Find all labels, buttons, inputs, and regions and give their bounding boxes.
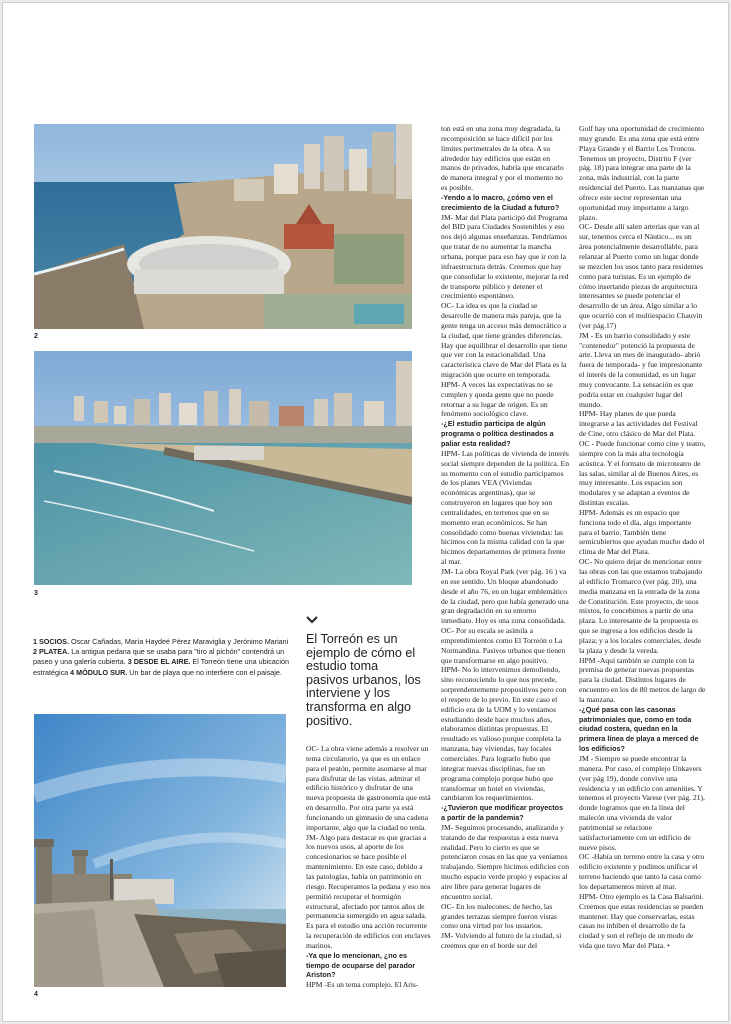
interview-answer: JM- La obra Royal Park (ver pág. 16 ) va en ese sentido. Un bloque abandonado desde el año 76, en un lugar emblemático de la ciudad, pero que había generado una gran degradación en su entorno inmediato. Hoy es una zona consolidada.: [441, 566, 569, 626]
article-column-2: [579, 124, 706, 992]
photo-captions: [33, 637, 289, 678]
interview-answer: JM- Volviendo al futuro de la ciudad, si creemos que en el borde sur del: [441, 931, 562, 951]
interview-question: -Ya que lo mencionan, ¿no es tiempo de ocuparse del parador Ariston?: [306, 950, 416, 980]
interview-answer: JM - Es un barrio consolidado y este "contenedor" potenció la propuesta de arte. Lleva un mes de inaugurado- abrió fuera de temporada- y fue impresionante el interés de la comunidad, es un lugar muy convocante. La sensación es que podría estar en cualquier lugar del mundo.: [579, 330, 703, 409]
caption-text: Un bar de playa que no interfiere con el paisaje.: [127, 667, 282, 677]
interview-answer: OC- Desde allí salen arterias que van al sur, tenemos cerca el Náutico... es un área potencialmente desarrollable, para relanzar al Puerto como un lugar donde se mezclen los usos tanto para residentes como para turistas. Es un ejemplo de cómo insertando piezas de arquitectura interesantes se puede potenciar el desarrollo de un área. Algo similar a lo que ocurrió con el multiespacio Chauvín (ver pág.17): [579, 222, 703, 330]
pull-quote: El Torreón es un ejemplo de cómo el estudio toma pasivos urbanos, los interviene y los transforma en algo positivo.: [306, 632, 421, 728]
photo-4-torreon: [34, 714, 286, 987]
interview-answer: HPM- Las políticas de vivienda de interés social siempre dependen de la política. En su momento con el estudio participamos de los planes VEA (Viviendas económicas argentinas), que se construyeron en lugares que hoy son centralidades, en terrenos que en su momento eran económicos. Se han consolidado como buenas viviendas: las hicimos con la misma calidad con la que hicimos departamentos de primera frente al mar.: [441, 448, 569, 567]
interview-answer: HPM- Hay planes de que pueda integrarse a las actividades del Festival de Cine, otro clásico de Mar del Plata.: [579, 409, 698, 439]
interview-answer: JM- Algo para destacar es que gracias a los nuevos usos, al aporte de los concesionarios se hace posible el mantenimiento. En este caso, debido a las patologías, había un patrimonio en riesgo. Recuperamos la pedana y eso nos permitió recuperar el hormigón estructural, afectado por tantos años de permanencia sumergido en agua salada. Es para el estudio una acción recurrente la recuperación de edificios con enclaves marinos.: [306, 832, 431, 950]
caption-text: La antigua pedana que se usaba para "tiro al pichón" contendrá un paseo y una galería cubierta.: [33, 647, 285, 667]
interview-answer: HPM -Aquí también se cumple con la premisa de generar nuevas propuestas para la ciudad. Distintos lugares de encuentro en los de 80 metros de largo de la manzana.: [579, 655, 706, 704]
interview-answer: OC -Había un terreno entre la casa y otro edificio existente y pudimos unificar el terreno haciendo que tanto la casa como los departamentos miren al mar.: [579, 852, 705, 891]
caption-key: 3 DESDE EL AIRE.: [127, 657, 191, 667]
interview-answer: HPM- Además es un espacio que funciona todo el día, algo importante para el barrio. También tiene semicubiertos que ayudan mucho dado el clima de Mar del Plata.: [579, 507, 705, 557]
caption-key: 4 MÓDULO SUR.: [70, 667, 128, 677]
interview-answer: HPM -Es un tema complejo. El Aris-: [306, 980, 419, 990]
interview-question: -¿Tuvieron que modificar proyectos a partir de la pandemia?: [441, 803, 564, 823]
interview-question: -Yendo a lo macro, ¿cómo ven el crecimiento de la Ciudad a futuro?: [441, 192, 560, 212]
interview-answer: OC- Por su escala se asimila a emprendimientos como El Torreón o La Normandina. Pasivos urbanos que tienen que transformarse en algo positivo.: [441, 626, 566, 665]
torreon-image: [34, 714, 286, 987]
magazine-page: [2, 2, 729, 1022]
beach-aerial-image: [34, 351, 412, 585]
caption-text: El Torreón tiene una ubicación estratégica: [33, 657, 289, 677]
interview-answer: JM - Siempre se puede encontrar la manera. Por caso, el complejo Unkavers (ver pág 19), donde convive una residencia y un edificio con amenities. Y tenemos el proyecto Varese (ver pág. 21), donde logramos que en la línea del malecón una vivienda de valor patrimonial se relacione satisfactoriamente con un edificio de nueve pisos.: [579, 754, 705, 852]
interview-question: -¿El estudio participa de algún programa o política destinados a paliar esta realidad?: [441, 419, 554, 448]
interview-answer: OC - Puede funcionar como cine y teatro, siempre con la más alta tecnología acústica. Y el formato de microteatro de las salas, similar al de Buenos Aires, es muy interesante. Los espacios son modulares y se adaptan a eventos de distintas escalas.: [579, 439, 706, 508]
chevron-down-icon: [306, 615, 318, 625]
article-column-1: [441, 124, 569, 992]
interview-answer: HPM- No lo intervenimos demoliendo, sino reconociendo lo que nos precede, sorprendentemente propositivos pero con el respeto de lo previo. En este caso el edificio era de la UOM y lo veníamos estudiando desde hace muchos años, elaboramos distintas propuestas. El resultado es valioso porque completa la manzana, hay viviendas, hay locales comerciales. Para lograrlo hubo que integrar nuevas disciplinas, fue un programa complejo porque hubo que transformar un hotel en viviendas, cambiaron los requerimientos.: [441, 665, 567, 803]
article-column-3: [306, 744, 431, 992]
coast-aerial-image: [34, 124, 412, 329]
caption-text: Oscar Cañadas, María Haydeé Pérez Maraviglia y Jerónimo Mariani: [68, 637, 289, 646]
caption-key: 1 SOCIOS.: [33, 637, 69, 646]
interview-question: -¿Qué pasa con las casonas patrimoniales que, como en toda ciudad costera, quedan en la primera línea de playa a merced de los edificios?: [579, 704, 699, 754]
interview-answer: OC- No quiero dejar de mencionar entre las obras con las que estamos trabajando al edificio Tromarco (ver pág. 20), una media manzana en la entrada de la zona de Constitución. Este proyecto, de usos mixtos, lo concebimos a partir de una plaza. Lo interesante de la propuesta es que se ingresa a los edificios desde la plaza; y a los locales comerciales, desde la plaza y desde la vereda.: [579, 557, 703, 655]
interview-answer: OC- La obra viene además a resolver un tema circulatorio, ya que es un enlace para el peatón, permite asomarse al mar para disfrutar de las vistas, admirar el edificio histórico y disfrutar de una nueva propuesta de gastronomía que está en desarrollo. Por otra parte ya está funcionando un gimnasio de una cadena importante, algo que la ciudad no tenía.: [306, 744, 431, 832]
interview-answer: OC- En los malecones, de hecho, las grandes terrazas siempre fueron vistas como una virtud por los usuarios.: [441, 901, 557, 931]
photo-3-aerial-coastline: [34, 351, 412, 585]
interview-answer: OC- La idea es que la ciudad se desarrolle de manera más pareja, que la gente tenga un acceso más democrático a la ciudad, que tiene grandes diferencias. Hay que equilibrar el desarrollo que tiene que ver con la estacionalidad. Una característica clave de Mar del Plata es la migración que ocurre en temporada.: [441, 301, 568, 380]
interview-answer: HPM- Otro ejemplo es la Casa Balsarini. Creemos que estas residencias se pueden mantener. Hay que conservarlas, estas casas no inhiben el desarrollo de la ciudad y son el reflejo de un modo de vida que tuvo Mar del Plata. •: [579, 891, 704, 951]
interview-answer: JM- Mar del Plata participó del Programa del BID para Ciudades Sostenibles y eso nos dejó algunas enseñanzas. Tendríamos que tratar de no aumentar la mancha urbana, porque para eso hay que ir con la infraestructura detrás. Creemos que hay que consolidar lo existente, mejorar la red de transporte público y detener el crecimiento espontáneo.: [441, 212, 569, 301]
interview-answer: HPM- A veces las expectativas no se cumplen y queda gente que no puede retornar a su lugar de origen. Es un fenómeno sociológico clave.: [441, 379, 554, 419]
interview-answer: JM- Seguimos procesando, analizando y tratando de dar respuestas a esta nueva realidad. Pero lo cierto es que se potenciaron cosas en las que ya veníamos trabajando. Siempre hicimos edificios con mucho espacio verde propio y espacios al aire libre para generar lugares de encuentro social.: [441, 822, 569, 901]
photo-2-aerial-pedana: [34, 124, 412, 329]
photo-number: 4: [34, 991, 38, 998]
photo-number: 2: [34, 333, 38, 340]
caption-key: 2 PLATEA.: [33, 647, 70, 657]
interview-answer: ton está en una zona muy degradada, la recomposición se hace difícil por los límites perimetrales de la obra. A su alrededor hay edificios que están en manos de privados, habría que encararlo de manera integral y por el momento no es posible.: [441, 124, 564, 193]
interview-answer: Golf hay una oportunidad de crecimiento muy grande. Es una zona que está entre Playa Grande y el Barrio Los Troncos. Tenemos un proyecto, Distrito F (ver pág. 18) para integrar una parte de la zona, más industrial, con la parte residencial del Puerto. Las manzanas que ofrece este sector representan una oportunidad muy importante a largo plazo.: [579, 124, 705, 222]
photo-number: 3: [34, 590, 38, 597]
